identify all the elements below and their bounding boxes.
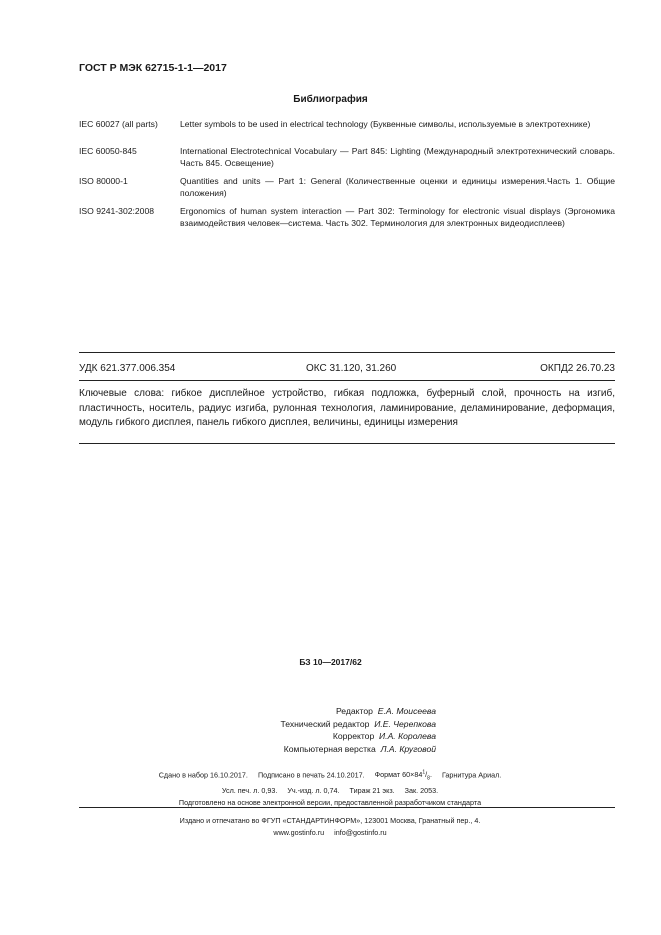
- bibliography-entry: [79, 205, 615, 229]
- divider: [79, 807, 615, 808]
- staff-name: И.Е. Черепкова: [374, 718, 436, 729]
- staff-line: [200, 743, 436, 756]
- reference-description: International Electrotechnical Vocabulary — Part 845: Lighting (Международный электротехнический словарь. Часть 845. Освещение): [180, 146, 615, 169]
- divider: [79, 352, 615, 353]
- staff-role: Технический редактор: [280, 718, 370, 729]
- print-run: Тираж 21 экз.: [349, 785, 395, 795]
- prepared-note: Подготовлено на основе электронной версии, предоставленной разработчиком стандарта: [178, 797, 482, 807]
- publisher-email[interactable]: info@gostinfo.ru: [334, 828, 387, 837]
- staff-role: Редактор: [335, 706, 373, 716]
- editorial-staff: [200, 705, 436, 755]
- reference-code: ISO 80000-1: [79, 176, 128, 186]
- print-info-line: [100, 785, 560, 797]
- reference-description: Ergonomics of human system interaction — Part 302: Terminology for electronic visual displays (Эргономика взаимодействия человек—система. Часть 302. Терминология для электронных видеодисплеев): [180, 206, 615, 229]
- reference-code: IEC 60050-845: [79, 146, 137, 156]
- order-number: Зак. 2053.: [404, 785, 439, 795]
- staff-role: Компьютерная верстка: [283, 743, 376, 754]
- okpd-code: ОКПД2 26.70.23: [540, 363, 615, 374]
- staff-name: И.А. Королева: [379, 731, 436, 741]
- staff-role: Корректор: [332, 731, 375, 741]
- print-info-line: [100, 767, 560, 785]
- staff-name: Е.А. Моисеева: [377, 706, 436, 716]
- reference-description: Quantities and units — Part 1: General (Количественные оценки и единицы измерения.Часть 1. Общие положения): [180, 176, 615, 199]
- reference-description: Letter symbols to be used in electrical technology (Буквенные символы, используемые в электротехнике): [180, 119, 591, 129]
- bibliography-title: Библиография: [293, 94, 368, 105]
- document-number-header: ГОСТ Р МЭК 62715-1-1—2017: [79, 62, 227, 74]
- divider: [79, 380, 615, 381]
- bibliography-entry: [79, 175, 615, 199]
- staff-line: [200, 705, 436, 718]
- signed-date: Подписано в печать 24.10.2017.: [257, 770, 365, 780]
- reference-code: IEC 60027 (all parts): [79, 119, 158, 129]
- publishing-sheets: Уч.-изд. л. 0,74.: [287, 785, 340, 795]
- publisher-contacts: [100, 827, 560, 839]
- print-format: Формат $60\times 84^1/_8$.: [374, 770, 432, 782]
- divider: [79, 443, 615, 444]
- staff-line: [200, 730, 436, 743]
- typeface: Гарнитура Ариал.: [441, 770, 502, 780]
- staff-line: [200, 718, 436, 731]
- staff-name: Л.А. Круговой: [380, 743, 436, 754]
- sent-date: Сдано в набор 16.10.2017.: [158, 770, 248, 780]
- print-sheets: Усл. печ. л. 0,93.: [221, 785, 278, 795]
- publisher-line: Издано и отпечатано во ФГУП «СТАНДАРТИНФОРМ», 123001 Москва, Гранатный пер., 4.: [179, 816, 481, 825]
- publisher-website[interactable]: www.gostinfo.ru: [273, 828, 325, 837]
- reference-code: ISO 9241-302:2008: [79, 206, 155, 216]
- bibliography-entry: [79, 118, 615, 130]
- oks-code: ОКС 31.120, 31.260: [306, 363, 397, 374]
- udk-code: УДК 621.377.006.354: [79, 363, 176, 374]
- bibliography-entry: [79, 145, 615, 169]
- publisher-info: [100, 815, 560, 839]
- keywords: Ключевые слова: гибкое дисплейное устройство, гибкая подложка, буферный слой, прочность на изгиб, пластичность, носитель, радиус изгиба, рулонная технология, ламинирование, деламинирование, деформация, модуль гибкого дисплея, панель гибкого дисплея, величины, единицы измерения: [79, 388, 615, 429]
- print-info: [100, 767, 560, 809]
- bz-number: БЗ 10—2017/62: [299, 657, 362, 667]
